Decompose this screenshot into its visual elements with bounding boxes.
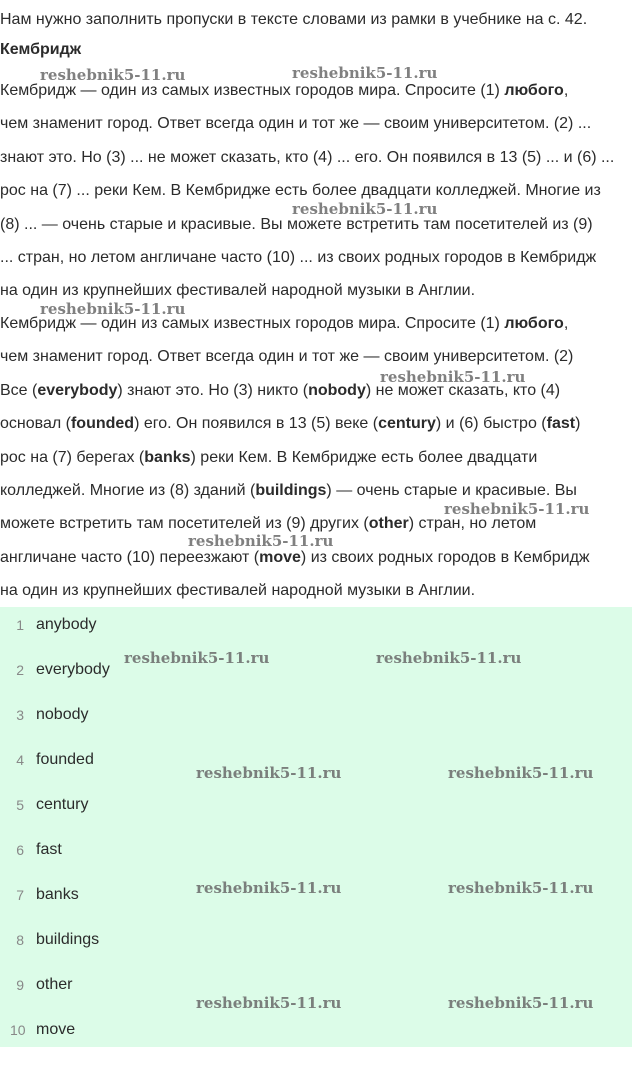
task-text-line [0, 148, 614, 168]
word-list-box [0, 607, 632, 1047]
item-number: 7 [16, 887, 24, 903]
text-segment: ... стран, но летом англичане часто (10) ... из своих родных городов в Кембридж [0, 249, 597, 266]
answer-text-line [0, 448, 537, 468]
answer-text-line [0, 347, 573, 367]
item-number: 6 [16, 842, 24, 858]
text-segment: ) реки Кем. В Кембридже есть более двадцати [190, 448, 538, 466]
watermark: reshebnik5-11.ru [292, 64, 438, 82]
answer-text-line [0, 548, 590, 568]
item-number: 9 [16, 977, 24, 993]
text-segment: знают это. Но (3) ... не может сказать, кто (4) ... его. Он появился в 13 (5) ... и (6) ... [0, 148, 615, 166]
text-segment: основал ( [0, 415, 71, 433]
watermark: reshebnik5-11.ru [292, 200, 438, 218]
answer-text-line [0, 581, 475, 601]
text-segment: , [563, 315, 569, 332]
text-segment: колледжей. Многие из (8) зданий ( [0, 482, 256, 499]
task-text-line [0, 181, 601, 201]
watermark: reshebnik5-11.ru [444, 500, 590, 518]
watermark: reshebnik5-11.ru [124, 649, 270, 667]
watermark: reshebnik5-11.ru [196, 764, 342, 782]
item-word: other [36, 976, 73, 993]
bold-word: fast [546, 415, 576, 433]
bold-word: любого [504, 315, 564, 332]
text-segment: Все ( [0, 381, 38, 399]
watermark: reshebnik5-11.ru [380, 368, 526, 386]
item-word: founded [36, 751, 94, 768]
text-segment: можете встретить там посетителей из (9) других ( [0, 515, 369, 533]
text-segment: Кембридж — один из самых известных городов мира. Спросите (1) [0, 82, 505, 99]
item-word: buildings [36, 931, 100, 948]
text-segment: ) стран, но летом [408, 515, 537, 533]
text-segment: Кембридж — один из самых известных городов мира. Спросите (1) [0, 315, 505, 332]
text-segment: рос на (7) ... реки Кем. В Кембридже есть более двадцати колледжей. Многие из [0, 182, 601, 200]
text-segment: на один из крупнейших фестивалей народной музыки в Англии. [0, 282, 476, 300]
item-word: everybody [36, 661, 110, 678]
text-segment: рос на (7) берегах ( [0, 448, 145, 466]
text-segment: ) знают это. Но (3) никто ( [117, 381, 309, 399]
text-segment: на один из крупнейших фестивалей народной музыки в Англии. [0, 582, 476, 600]
text-segment: (8) ... — очень старые и красивые. Вы можете встретить там посетителей из (9) [0, 215, 593, 233]
watermark: reshebnik5-11.ru [448, 994, 594, 1012]
bold-word: buildings [255, 482, 327, 499]
bold-word: banks [144, 448, 191, 466]
answer-text-line [0, 414, 580, 434]
item-number: 1 [16, 617, 24, 633]
watermark: reshebnik5-11.ru [188, 532, 334, 550]
text-segment: англичане часто (10) переезжают ( [0, 548, 260, 566]
item-number: 5 [16, 797, 24, 813]
bold-word: любого [504, 82, 564, 99]
item-word: anybody [36, 616, 97, 633]
bold-word: everybody [37, 381, 118, 399]
watermark: reshebnik5-11.ru [448, 879, 594, 897]
item-word: banks [36, 886, 79, 903]
watermark: reshebnik5-11.ru [376, 649, 522, 667]
bold-word: century [378, 415, 436, 433]
item-word: nobody [36, 706, 89, 723]
text-segment: ) [575, 415, 581, 433]
item-number: 3 [16, 707, 24, 723]
watermark: reshebnik5-11.ru [40, 66, 186, 84]
text-segment: чем знаменит город. Ответ всегда один и тот же — своим университетом. (2) ... [0, 115, 592, 133]
answer-text-line [0, 481, 577, 501]
section-title: Кембридж [0, 41, 82, 58]
watermark: reshebnik5-11.ru [40, 300, 186, 318]
item-number: 10 [10, 1022, 26, 1038]
bold-word: nobody [308, 381, 366, 399]
task-text-line [0, 114, 591, 134]
text-segment: ) из своих родных городов в Кембридж [300, 548, 590, 566]
item-word: century [36, 796, 89, 813]
text-segment: ) и (6) быстро ( [435, 415, 547, 433]
text-segment: ) не может сказать, кто (4) [365, 381, 561, 399]
item-number: 2 [16, 662, 24, 678]
watermark: reshebnik5-11.ru [196, 879, 342, 897]
task-text-line [0, 81, 568, 101]
watermark: reshebnik5-11.ru [196, 994, 342, 1012]
text-segment: , [563, 82, 569, 99]
text-segment: ) его. Он появился в 13 (5) веке ( [134, 415, 379, 433]
watermark: reshebnik5-11.ru [448, 764, 594, 782]
text-segment: ) — очень старые и красивые. Вы [326, 482, 577, 499]
text-segment: чем знаменит город. Ответ всегда один и тот же — своим университетом. (2) [0, 348, 574, 366]
bold-word: founded [70, 415, 135, 433]
task-text-line [0, 248, 596, 268]
item-word: fast [36, 841, 62, 858]
intro-text: Нам нужно заполнить пропуски в тексте словами из рамки в учебнике на с. 42. [0, 11, 588, 28]
item-number: 8 [16, 932, 24, 948]
bold-word: other [368, 515, 409, 533]
item-number: 4 [16, 752, 24, 768]
item-word: move [36, 1021, 76, 1038]
bold-word: move [259, 548, 301, 566]
task-text-line [0, 281, 475, 301]
